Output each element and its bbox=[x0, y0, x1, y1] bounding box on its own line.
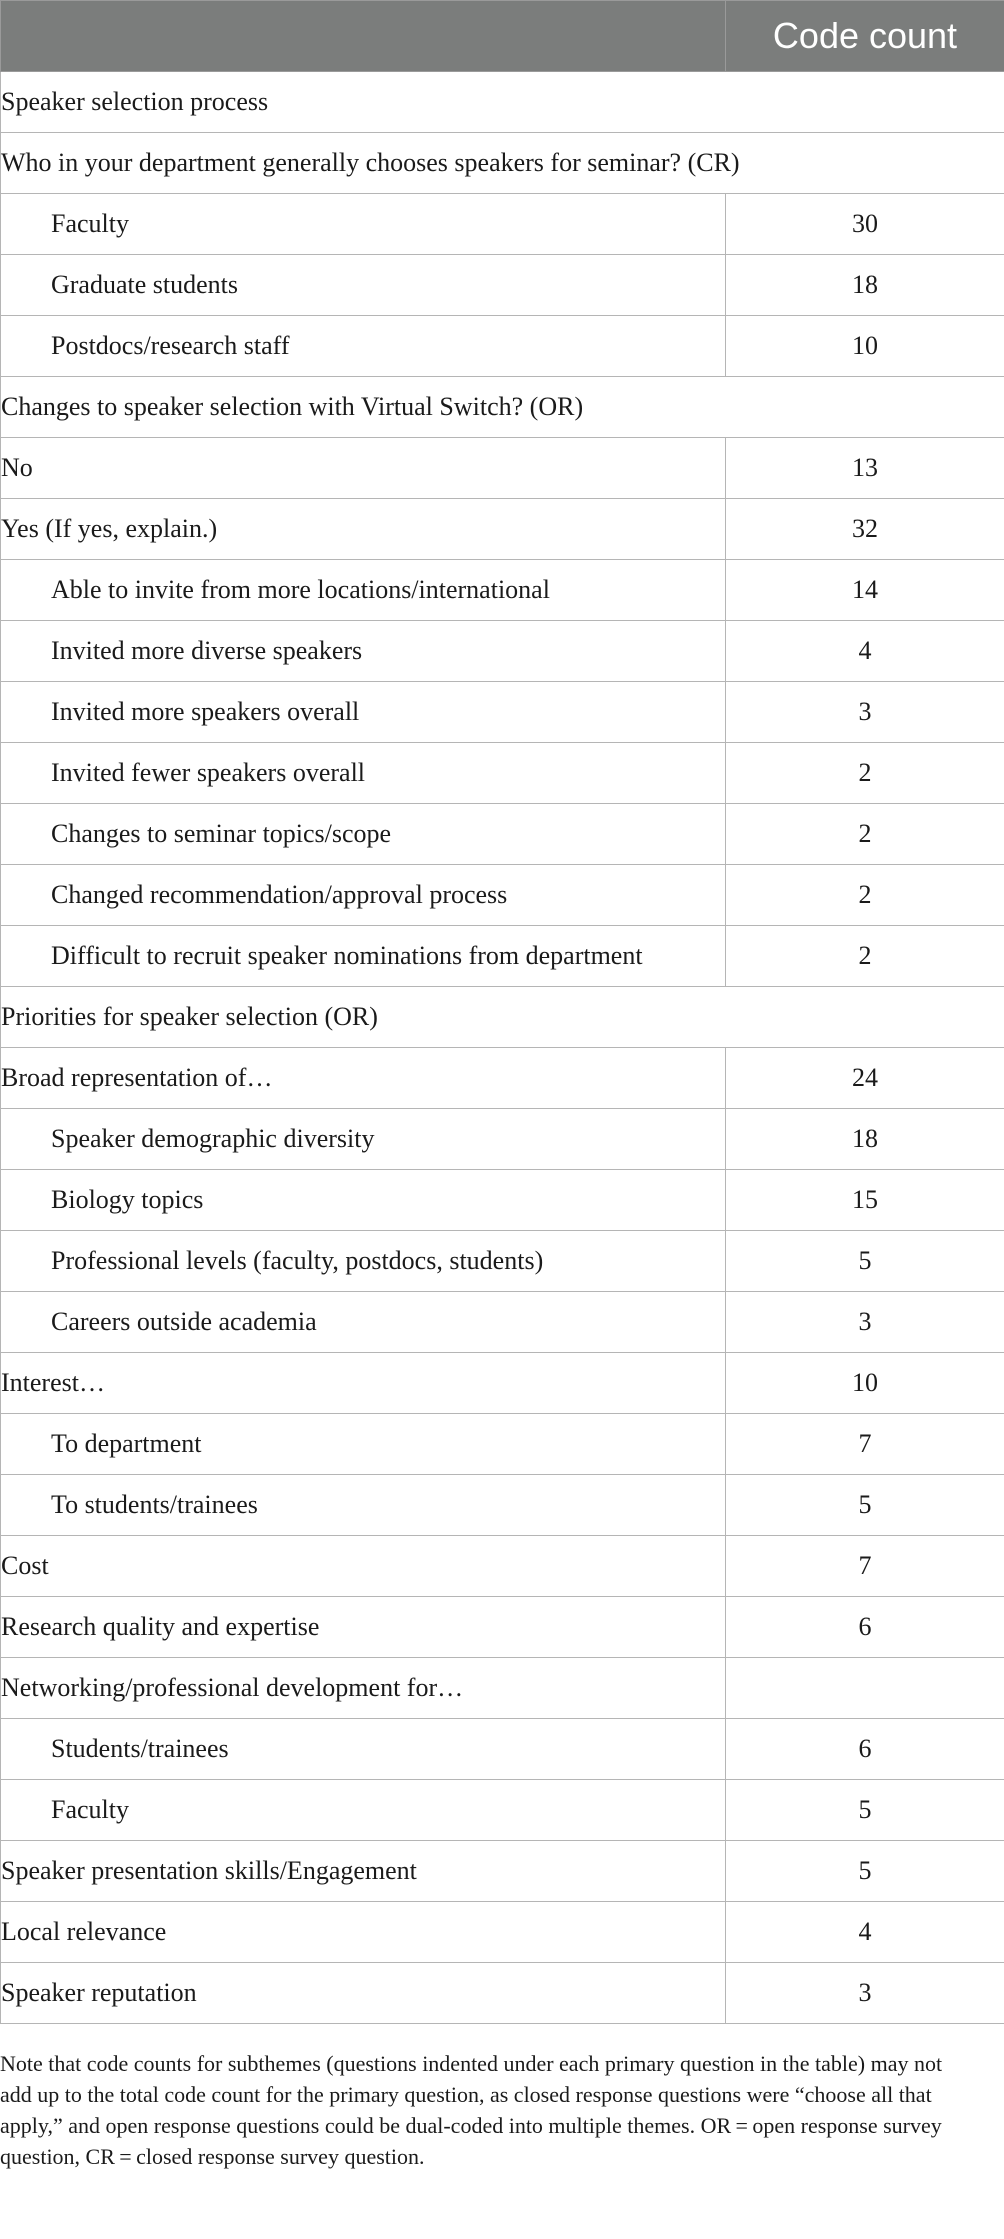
table-row bbox=[1, 1597, 1004, 1658]
table-row bbox=[1, 72, 1004, 133]
table-body bbox=[1, 72, 1004, 2024]
row-label-cell: Speaker presentation skills/Engagement bbox=[1, 1841, 726, 1902]
table-row bbox=[1, 1475, 1004, 1536]
table-row bbox=[1, 377, 1004, 438]
row-label-cell: Changes to seminar topics/scope bbox=[1, 804, 726, 865]
table-row bbox=[1, 1902, 1004, 1963]
row-label-cell: Graduate students bbox=[1, 255, 726, 316]
row-label-cell: Changed recommendation/approval process bbox=[1, 865, 726, 926]
code-count-cell: 13 bbox=[726, 438, 1004, 499]
code-count-cell: 3 bbox=[726, 1963, 1004, 2024]
code-count-cell bbox=[726, 1658, 1004, 1719]
code-count-cell: 18 bbox=[726, 255, 1004, 316]
table-row bbox=[1, 194, 1004, 255]
code-count-cell: 24 bbox=[726, 1048, 1004, 1109]
row-label-cell: Speaker demographic diversity bbox=[1, 1109, 726, 1170]
code-count-cell: 10 bbox=[726, 1353, 1004, 1414]
table-row bbox=[1, 1048, 1004, 1109]
row-label-cell: Invited fewer speakers overall bbox=[1, 743, 726, 804]
row-label-cell: To department bbox=[1, 1414, 726, 1475]
row-label-cell: Postdocs/research staff bbox=[1, 316, 726, 377]
code-count-cell: 32 bbox=[726, 499, 1004, 560]
code-count-cell: 3 bbox=[726, 1292, 1004, 1353]
code-count-cell: 30 bbox=[726, 194, 1004, 255]
row-label-cell: Professional levels (faculty, postdocs, students) bbox=[1, 1231, 726, 1292]
row-label-cell: Biology topics bbox=[1, 1170, 726, 1231]
code-count-cell: 4 bbox=[726, 621, 1004, 682]
row-label-cell: No bbox=[1, 438, 726, 499]
row-label-cell: Invited more speakers overall bbox=[1, 682, 726, 743]
row-label-cell: Difficult to recruit speaker nominations from department bbox=[1, 926, 726, 987]
table-row bbox=[1, 255, 1004, 316]
row-label-cell: Able to invite from more locations/international bbox=[1, 560, 726, 621]
table-row bbox=[1, 682, 1004, 743]
table-row bbox=[1, 1170, 1004, 1231]
table-row bbox=[1, 1109, 1004, 1170]
code-count-cell: 2 bbox=[726, 926, 1004, 987]
row-label-cell: Cost bbox=[1, 1536, 726, 1597]
table-row bbox=[1, 499, 1004, 560]
row-label-cell: Speaker reputation bbox=[1, 1963, 726, 2024]
table-row bbox=[1, 1841, 1004, 1902]
row-label-cell: Careers outside academia bbox=[1, 1292, 726, 1353]
code-count-cell: 7 bbox=[726, 1536, 1004, 1597]
table-row bbox=[1, 987, 1004, 1048]
table-row bbox=[1, 438, 1004, 499]
table-row bbox=[1, 926, 1004, 987]
code-count-cell: 5 bbox=[726, 1841, 1004, 1902]
code-count-cell: 5 bbox=[726, 1231, 1004, 1292]
section-heading-cell: Priorities for speaker selection (OR) bbox=[1, 987, 1004, 1048]
code-count-cell: 14 bbox=[726, 560, 1004, 621]
row-label-cell: Interest… bbox=[1, 1353, 726, 1414]
table-row bbox=[1, 1719, 1004, 1780]
table-row bbox=[1, 1780, 1004, 1841]
code-count-cell: 2 bbox=[726, 804, 1004, 865]
table-row bbox=[1, 560, 1004, 621]
table-row bbox=[1, 1963, 1004, 2024]
table-row bbox=[1, 743, 1004, 804]
header-label-column bbox=[1, 1, 726, 72]
code-count-cell: 6 bbox=[726, 1719, 1004, 1780]
table-row bbox=[1, 1658, 1004, 1719]
section-heading-cell: Speaker selection process bbox=[1, 72, 1004, 133]
row-label-cell: Students/trainees bbox=[1, 1719, 726, 1780]
row-label-cell: Faculty bbox=[1, 1780, 726, 1841]
code-count-cell: 15 bbox=[726, 1170, 1004, 1231]
row-label-cell: Broad representation of… bbox=[1, 1048, 726, 1109]
table-row bbox=[1, 1414, 1004, 1475]
code-count-cell: 7 bbox=[726, 1414, 1004, 1475]
table-footnote: Note that code counts for subthemes (questions indented under each primary question in the table) may not add up to the total code count for the primary question, as closed response questions were “choose all that apply,” and open response questions could be dual-coded into multiple themes. OR = open response survey question, CR = closed response survey question. bbox=[0, 2051, 943, 2169]
table-row bbox=[1, 1292, 1004, 1353]
code-count-cell: 2 bbox=[726, 865, 1004, 926]
table-header bbox=[1, 1, 1004, 72]
table-row bbox=[1, 1536, 1004, 1597]
section-heading-cell: Changes to speaker selection with Virtual Switch? (OR) bbox=[1, 377, 1004, 438]
table-row bbox=[1, 865, 1004, 926]
code-count-cell: 4 bbox=[726, 1902, 1004, 1963]
row-label-cell: Invited more diverse speakers bbox=[1, 621, 726, 682]
table-row bbox=[1, 1353, 1004, 1414]
code-count-cell: 18 bbox=[726, 1109, 1004, 1170]
row-label-cell: Yes (If yes, explain.) bbox=[1, 499, 726, 560]
table-row bbox=[1, 316, 1004, 377]
row-label-cell: Local relevance bbox=[1, 1902, 726, 1963]
code-count-cell: 3 bbox=[726, 682, 1004, 743]
table-row bbox=[1, 133, 1004, 194]
row-label-cell: Networking/professional development for… bbox=[1, 1658, 726, 1719]
table-row bbox=[1, 1231, 1004, 1292]
code-count-cell: 6 bbox=[726, 1597, 1004, 1658]
code-count-cell: 10 bbox=[726, 316, 1004, 377]
table-row bbox=[1, 804, 1004, 865]
section-heading-cell: Who in your department generally chooses speakers for seminar? (CR) bbox=[1, 133, 1004, 194]
header-row bbox=[1, 1, 1004, 72]
code-count-cell: 5 bbox=[726, 1780, 1004, 1841]
table-row bbox=[1, 621, 1004, 682]
header-code-count: Code count bbox=[726, 1, 1004, 72]
row-label-cell: Faculty bbox=[1, 194, 726, 255]
row-label-cell: To students/trainees bbox=[1, 1475, 726, 1536]
code-count-cell: 2 bbox=[726, 743, 1004, 804]
code-count-cell: 5 bbox=[726, 1475, 1004, 1536]
row-label-cell: Research quality and expertise bbox=[1, 1597, 726, 1658]
